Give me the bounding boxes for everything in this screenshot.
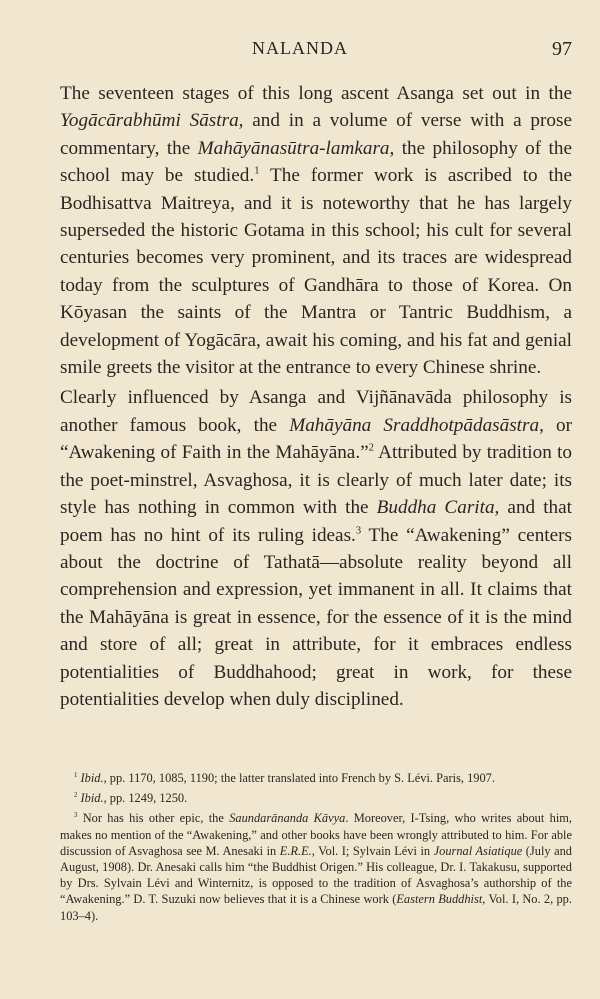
text-run: , or “Awakening of Faith in the Mahāyāna.” <box>60 414 573 464</box>
paragraph-2 <box>60 384 572 713</box>
text-run: , pp. 1249, 1250. <box>103 791 188 806</box>
footnote-marker: 2 <box>74 792 78 800</box>
italic-title: Mahāyāna Sraddhotpādasāstra <box>289 414 540 436</box>
body-text <box>60 80 572 713</box>
text-run: The former work is ascribed to the Bodhisattva Maitreya, and it is noteworthy that he has largely superseded the historic Gotama in this school; his cult for several centuries becomes very prominent, and its traces are widespread today from the sculptures of Gandhāra to those of Korea. On Kōyasan the saints of the Mantra or Tantric Buddhism, a development of Yogācāra, await his coming, and his fat and genial smile greets the visitor at the entrance to every Chinese shrine. <box>60 165 572 379</box>
footnote-marker: 3 <box>355 525 362 537</box>
text-run: , Vol. I, No. 2, pp. 103–4). <box>60 892 572 923</box>
italic-title: Ibid. <box>80 791 104 806</box>
footnote-marker: 1 <box>74 771 78 779</box>
text-run: Clearly influenced by Asanga and Vijñānavāda philosophy is another famous book, the <box>60 387 572 436</box>
italic-title: Buddha Carita <box>376 497 495 519</box>
text-run: Nor has his other epic, the <box>77 811 230 826</box>
text-run: , Vol. I; Sylvain Lévi in <box>311 843 434 858</box>
italic-title: Eastern Buddhist <box>396 892 483 907</box>
italic-title: Ibid. <box>80 771 104 785</box>
italic-title: Mahāyānasūtra-lamkara <box>197 137 390 159</box>
text-run: , the philosophy of the school may be studied. <box>60 137 572 187</box>
paragraph-1 <box>60 80 572 381</box>
running-title: NALANDA <box>252 38 348 58</box>
text-run: , pp. 1170, 1085, 1190; the latter translated into French by S. Lévi. Paris, 1907. <box>103 771 495 785</box>
page-header <box>0 38 600 68</box>
footnote-marker: 2 <box>368 442 374 454</box>
footnote-marker: 1 <box>254 165 260 177</box>
italic-title: Yogācārabhūmi Sāstra <box>60 110 239 132</box>
text-run: , and in a volume of verse with a prose commentary, the <box>60 110 572 159</box>
footnotes <box>60 770 572 928</box>
italic-title: Journal Asiatique <box>433 843 523 858</box>
page-number: 97 <box>552 38 572 60</box>
text-run: (July and August, 1908). Dr. Anesaki calls him “the Buddhist Origen.” His colleague, Dr. I. Takakusu, supported by Drs. Sylvain Lévi and Winternitz, is opposed to the tradition of Asvaghosa’s authorship of the “Awakening.” D. T. Suzuki now believes that it is a Chinese work ( <box>60 843 572 907</box>
text-run: Attributed by tradition to the poet-minstrel, Asvaghosa, it is clearly of much later date; its style has nothing in common with the <box>60 442 573 519</box>
italic-title: E.R.E. <box>279 843 312 858</box>
footnote-marker: 3 <box>74 812 78 820</box>
text-run: The seventeen stages of this long ascent Asanga set out in the <box>60 83 572 104</box>
text-run: . Moreover, I-Tsing, who writes about him, makes no mention of the “Awakening,” and other books have been wrongly attributed to him. For able discussion of Asvaghosa see M. Anesaki in <box>60 811 572 858</box>
footnote-3 <box>60 810 572 923</box>
text-run: , and that poem has no hint of its ruling ideas. <box>60 497 572 546</box>
text-run: The “Awakening” centers about the doctrine of Tathatā—absolute reality beyond all comprehension and expression, yet immanent in all. It claims that the Mahāyāna is great in essence, for the essence of it is the mind and store of all; great in attribute, for it embraces endless potentialities of Buddhahood; great in work, for these potentialities develop when duly disciplined. <box>60 524 572 710</box>
footnote-1 <box>60 770 572 786</box>
footnote-2 <box>60 790 572 806</box>
italic-title: Saundarānanda Kāvya <box>229 811 346 826</box>
